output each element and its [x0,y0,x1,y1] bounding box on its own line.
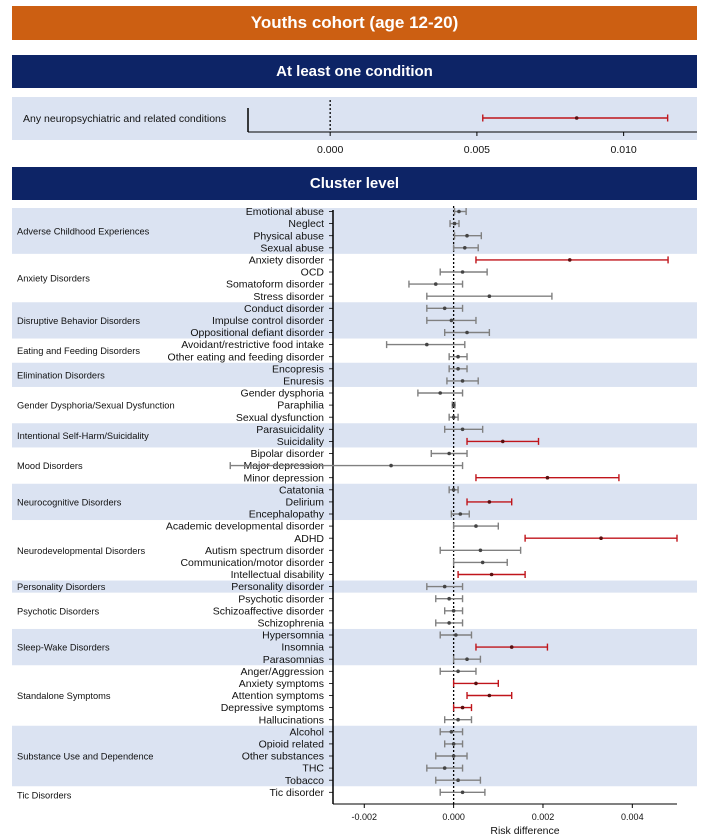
group-label: Psychotic Disorders [17,606,100,617]
condition-row-point-estimate [465,657,469,661]
group-label: Sleep-Wake Disorders [17,642,110,653]
condition-row-point-estimate [452,403,456,407]
group-label: Gender Dysphoria/Sexual Dysfunction [17,400,175,411]
overall-x-tick-label: 0.010 [610,144,637,156]
condition-row-point-estimate [599,536,603,540]
condition-label: Oppositional defiant disorder [190,327,324,340]
condition-label: Parasomnias [262,653,324,666]
condition-row-point-estimate [546,476,550,480]
condition-label: Conduct disorder [244,302,324,315]
condition-label: Academic developmental disorder [165,520,324,533]
condition-label: Major depression [243,460,324,473]
condition-row-point-estimate [447,597,451,601]
condition-label: THC [302,762,324,775]
condition-row-point-estimate [447,452,451,456]
condition-row-point-estimate [461,379,465,383]
cluster-x-tick-label: 0.004 [621,812,644,822]
group-label: Eating and Feeding Disorders [17,346,140,357]
condition-row-point-estimate [481,561,485,565]
condition-label: Intellectual disability [230,569,324,582]
overall-row-label: Any neuropsychiatric and related conditions [23,113,227,125]
condition-row-point-estimate [438,391,442,395]
condition-row-point-estimate [488,294,492,298]
condition-label: Hallucinations [258,714,324,727]
condition-row-point-estimate [461,791,465,795]
condition-row-point-estimate [488,694,492,698]
condition-label: Opioid related [258,738,324,751]
condition-row-point-estimate [434,282,438,286]
cluster-x-tick-label: 0.000 [442,812,465,822]
cohort-title: Youths cohort (age 12-20) [12,6,697,40]
condition-row-point-estimate [463,246,467,250]
condition-row-point-estimate [459,512,463,516]
condition-label: Encephalopathy [248,508,324,521]
condition-label: Impulse control disorder [211,315,324,327]
condition-row-point-estimate [443,585,447,589]
overall-x-tick-label: 0.005 [463,144,491,156]
condition-label: Hypersomnia [262,629,324,642]
condition-label: Depressive symptoms [220,702,324,715]
condition-row-point-estimate [474,524,478,528]
group-label: Neurodevelopmental Disorders [17,545,146,556]
condition-row-point-estimate [490,573,494,577]
condition-row-point-estimate [474,682,478,686]
condition-row-point-estimate [568,258,572,262]
condition-label: Bipolar disorder [250,448,324,461]
condition-row-point-estimate [456,778,460,782]
condition-row-point-estimate [461,428,465,432]
condition-row-point-estimate [452,609,456,613]
condition-row-point-estimate [450,730,454,734]
condition-label: Catatonia [279,484,324,497]
condition-label: Communication/motor disorder [180,557,324,569]
condition-label: Psychotic disorder [238,593,324,606]
condition-label: Attention symptoms [231,690,324,703]
condition-row-point-estimate [456,718,460,722]
condition-label: Other eating and feeding disorder [167,351,324,364]
group-band [12,581,697,593]
condition-row-point-estimate [453,222,457,226]
condition-row-point-estimate [447,621,451,625]
condition-label: Sexual abuse [260,242,324,255]
group-label: Disruptive Behavior Disorders [17,315,140,326]
condition-row-point-estimate [450,319,454,323]
condition-label: Minor depression [243,472,324,485]
condition-label: Enuresis [283,375,324,388]
condition-row-point-estimate [456,355,460,359]
condition-label: Delirium [285,496,324,509]
condition-label: Somatoform disorder [225,278,324,291]
cluster-x-tick-label: -0.002 [351,812,378,822]
condition-label: Stress disorder [253,290,324,303]
condition-row-point-estimate [465,234,469,238]
group-label: Mood Disorders [17,461,83,472]
condition-row-point-estimate [452,742,456,746]
group-label: Elimination Disorders [17,370,105,381]
condition-label: Tic disorder [269,786,324,799]
condition-label: Avoidant/restrictive food intake [181,339,324,352]
condition-label: Sexual dysfunction [235,411,324,424]
condition-label: Alcohol [289,726,324,739]
section-header-cluster: Cluster level [12,167,697,200]
condition-label: Suicidality [276,436,324,448]
condition-row-point-estimate [479,549,483,553]
group-label: Anxiety Disorders [17,273,90,284]
condition-row-point-estimate [501,440,505,444]
group-label: Intentional Self-Harm/Suicidality [17,430,149,441]
overall-x-tick-label: 0.000 [317,144,344,156]
condition-label: ADHD [294,532,324,545]
condition-label: Gender dysphoria [240,387,324,400]
condition-label: Anxiety symptoms [238,678,324,690]
condition-label: Encopresis [272,363,324,376]
condition-label: Personality disorder [231,581,324,594]
condition-label: Autism spectrum disorder [204,544,324,557]
condition-label: Anger/Aggression [240,665,324,678]
group-label: Neurocognitive Disorders [17,497,122,508]
group-label: Personality Disorders [17,582,106,593]
group-label: Adverse Childhood Experiences [17,226,150,237]
condition-label: Physical abuse [253,230,324,243]
condition-row-point-estimate [452,488,456,492]
condition-row-point-estimate [389,464,393,468]
condition-row-point-estimate [465,331,469,335]
group-band [12,363,697,387]
group-label: Substance Use and Dependence [17,751,154,762]
condition-label: Paraphilia [277,399,324,412]
condition-label: Emotional abuse [245,206,324,219]
condition-label: Tobacco [284,774,324,787]
condition-row-point-estimate [443,766,447,770]
x-axis-label: Risk difference [490,825,560,837]
condition-label: Schizophrenia [257,617,324,630]
condition-row-point-estimate [454,633,458,637]
condition-row-point-estimate [452,754,456,758]
condition-label: Schizoaffective disorder [212,605,324,618]
group-band [12,629,697,665]
condition-label: Anxiety disorder [248,254,324,267]
condition-row-point-estimate [461,706,465,710]
condition-row-point-estimate [443,307,447,311]
condition-row-point-estimate [456,670,460,674]
cluster-x-tick-label: 0.002 [531,812,555,822]
condition-row-point-estimate [457,210,461,214]
condition-label: Other substances [241,750,324,763]
condition-label: Neglect [288,218,324,231]
condition-row-point-estimate [488,500,492,504]
group-label: Tic Disorders [17,790,72,801]
condition-row-point-estimate [461,270,465,274]
group-label: Standalone Symptoms [17,691,111,701]
condition-label: Insomnia [281,641,324,654]
condition-label: OCD [300,266,324,279]
condition-row-point-estimate [452,415,456,419]
condition-row-point-estimate [425,343,429,347]
condition-label: Parasuicidality [256,423,324,436]
condition-row-point-estimate [456,367,460,371]
section-header-overall: At least one condition [12,55,697,88]
condition-row-point-estimate [510,645,514,649]
